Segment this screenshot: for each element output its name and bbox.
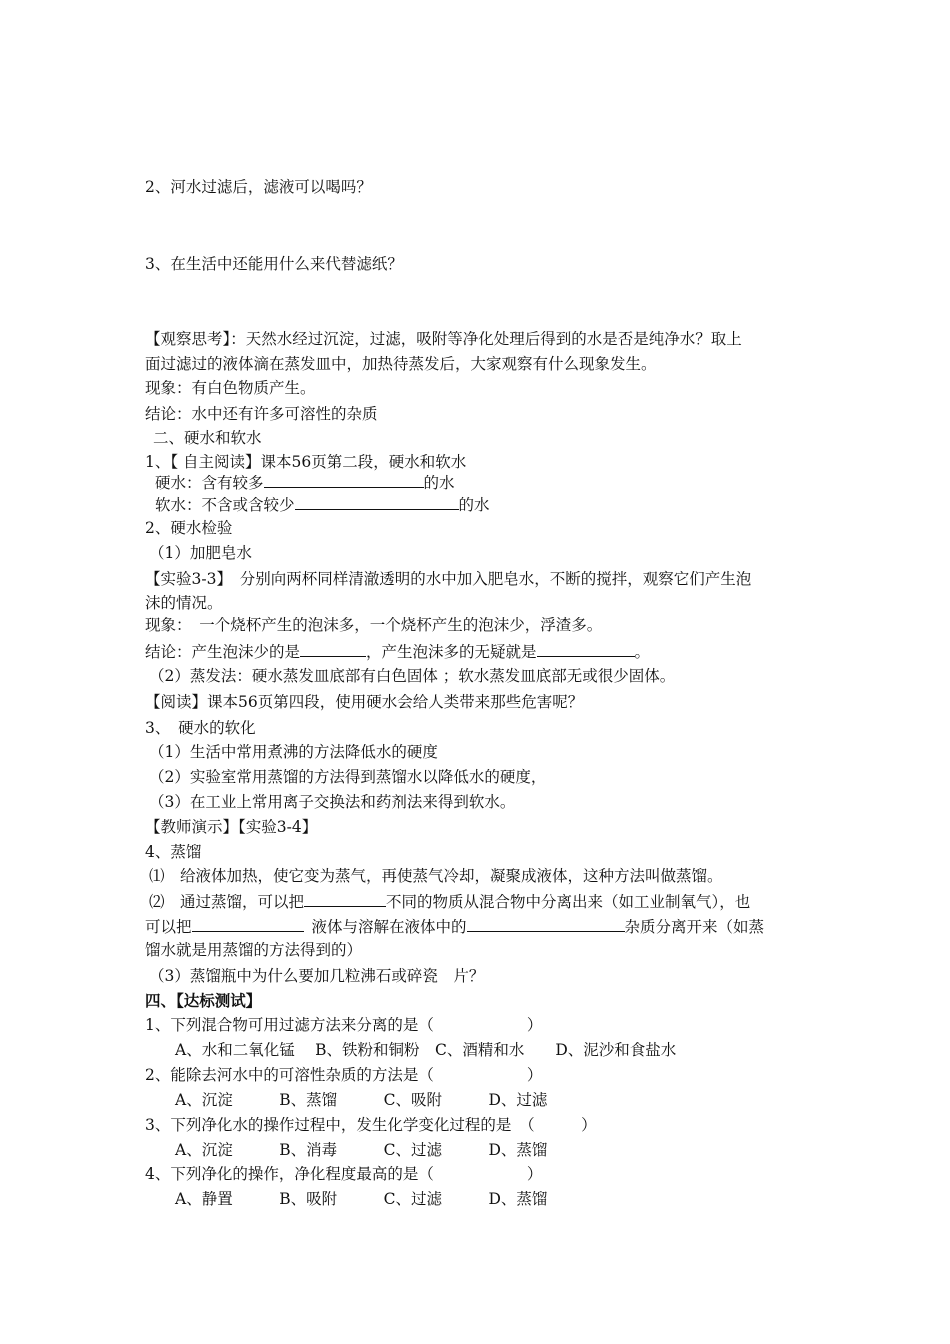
softening-1: （1）生活中常用煮沸的方法降低水的硬度	[149, 743, 438, 761]
experiment-3-3-line-2: 沫的情况。	[145, 594, 223, 612]
softening-2: （2）实验室常用蒸馏的方法得到蒸馏水以降低水的硬度，	[149, 768, 547, 786]
impurity-blank	[467, 916, 625, 932]
observe-line-2: 面过滤过的液体滴在蒸发皿中，加热待蒸发后，大家观察有什么现象发生。	[145, 355, 657, 373]
soap-conclusion: 结论：产生泡沫少的是 ，产生泡沫多的无疑就是 。	[145, 643, 651, 661]
test-question-1-options: A、水和二氧化锰 B、铁粉和铜粉 C、酒精和水 D、泥沙和食盐水	[175, 1041, 677, 1059]
item-1-heading: 1、【 自主阅读】课本56页第二段，硬水和软水	[145, 453, 467, 471]
more-foam-blank	[537, 641, 635, 657]
fewer-foam-blank	[300, 641, 366, 657]
section-4-title: 四、【达标测试】	[145, 991, 262, 1010]
soft-water-definition: 软水：不含或含较少 的水	[155, 496, 490, 514]
soap-phenomenon: 现象： 一个烧杯产生的泡沫多，一个烧杯产生的泡沫少，浮渣多。	[145, 616, 603, 634]
distillation-3: （3）蒸馏瓶中为什么要加几粒沸石或碎瓷 片？	[149, 967, 485, 985]
liquid-blank	[192, 916, 304, 932]
distillation-2-line-3: 馏水就是用蒸馏的方法得到的）	[145, 941, 363, 959]
test-question-4-options: A、静置 B、吸附 C、过滤 D、蒸馏	[175, 1190, 548, 1208]
teacher-demo: 【教师演示】【实验3-4】	[145, 818, 318, 836]
test-question-1: 1、下列混合物可用过滤方法来分离的是（ ）	[145, 1016, 543, 1034]
soft-water-blank	[295, 494, 459, 510]
test-question-3: 3、下列净化水的操作过程中，发生化学变化过程的是 （ ）	[145, 1116, 597, 1134]
reading-prompt: 【阅读】课本56页第四段，使用硬水会给人类带来那些危害呢？	[145, 693, 584, 711]
item-4-heading: 4、蒸馏	[145, 843, 202, 861]
distillation-1: ⑴ 给液体加热，使它变为蒸气，再使蒸气冷却，凝聚成液体，这种方法叫做蒸馏。	[149, 867, 723, 885]
observe-phenomenon: 现象：有白色物质产生。	[145, 379, 316, 397]
observe-conclusion: 结论：水中还有许多可溶性的杂质	[145, 405, 378, 423]
hard-water-definition: 硬水：含有较多 的水	[155, 474, 455, 492]
item-2-heading: 2、硬水检验	[145, 519, 233, 537]
boiling-point-blank	[304, 891, 386, 907]
test-question-4: 4、下列净化的操作，净化程度最高的是（ ）	[145, 1165, 543, 1183]
item-3-heading: 3、 硬水的软化	[145, 719, 256, 737]
preface-question-2: 2、河水过滤后，滤液可以喝吗？	[145, 178, 372, 196]
section-2-title: 二、硬水和软水	[153, 429, 262, 447]
distillation-2-line-1: ⑵ 通过蒸馏，可以把 不同的物质从混合物中分离出来（如工业制氧气），也	[149, 893, 751, 911]
experiment-3-3-line-1: 【实验3-3】 分别向两杯同样清澈透明的水中加入肥皂水，不断的搅拌，观察它们产生泡	[145, 570, 752, 588]
distillation-2-line-2: 可以把 液体与溶解在液体中的 杂质分离开来（如蒸	[145, 918, 765, 936]
test-question-2-options: A、沉淀 B、蒸馏 C、吸附 D、过滤	[175, 1091, 548, 1109]
method-1: （1）加肥皂水	[149, 544, 252, 562]
preface-question-3: 3、在生活中还能用什么来代替滤纸？	[145, 255, 403, 273]
softening-3: （3）在工业上常用离子交换法和药剂法来得到软水。	[149, 793, 516, 811]
test-question-3-options: A、沉淀 B、消毒 C、过滤 D、蒸馏	[175, 1141, 548, 1159]
test-question-2: 2、能除去河水中的可溶性杂质的方法是（ ）	[145, 1066, 543, 1084]
hard-water-blank	[264, 472, 424, 488]
method-2: （2）蒸发法：硬水蒸发皿底部有白色固体 ；软水蒸发皿底部无或很少固体。	[149, 667, 676, 685]
observe-line-1: 【观察思考】：天然水经过沉淀，过滤，吸附等净化处理后得到的水是否是纯净水？取上	[145, 330, 742, 348]
